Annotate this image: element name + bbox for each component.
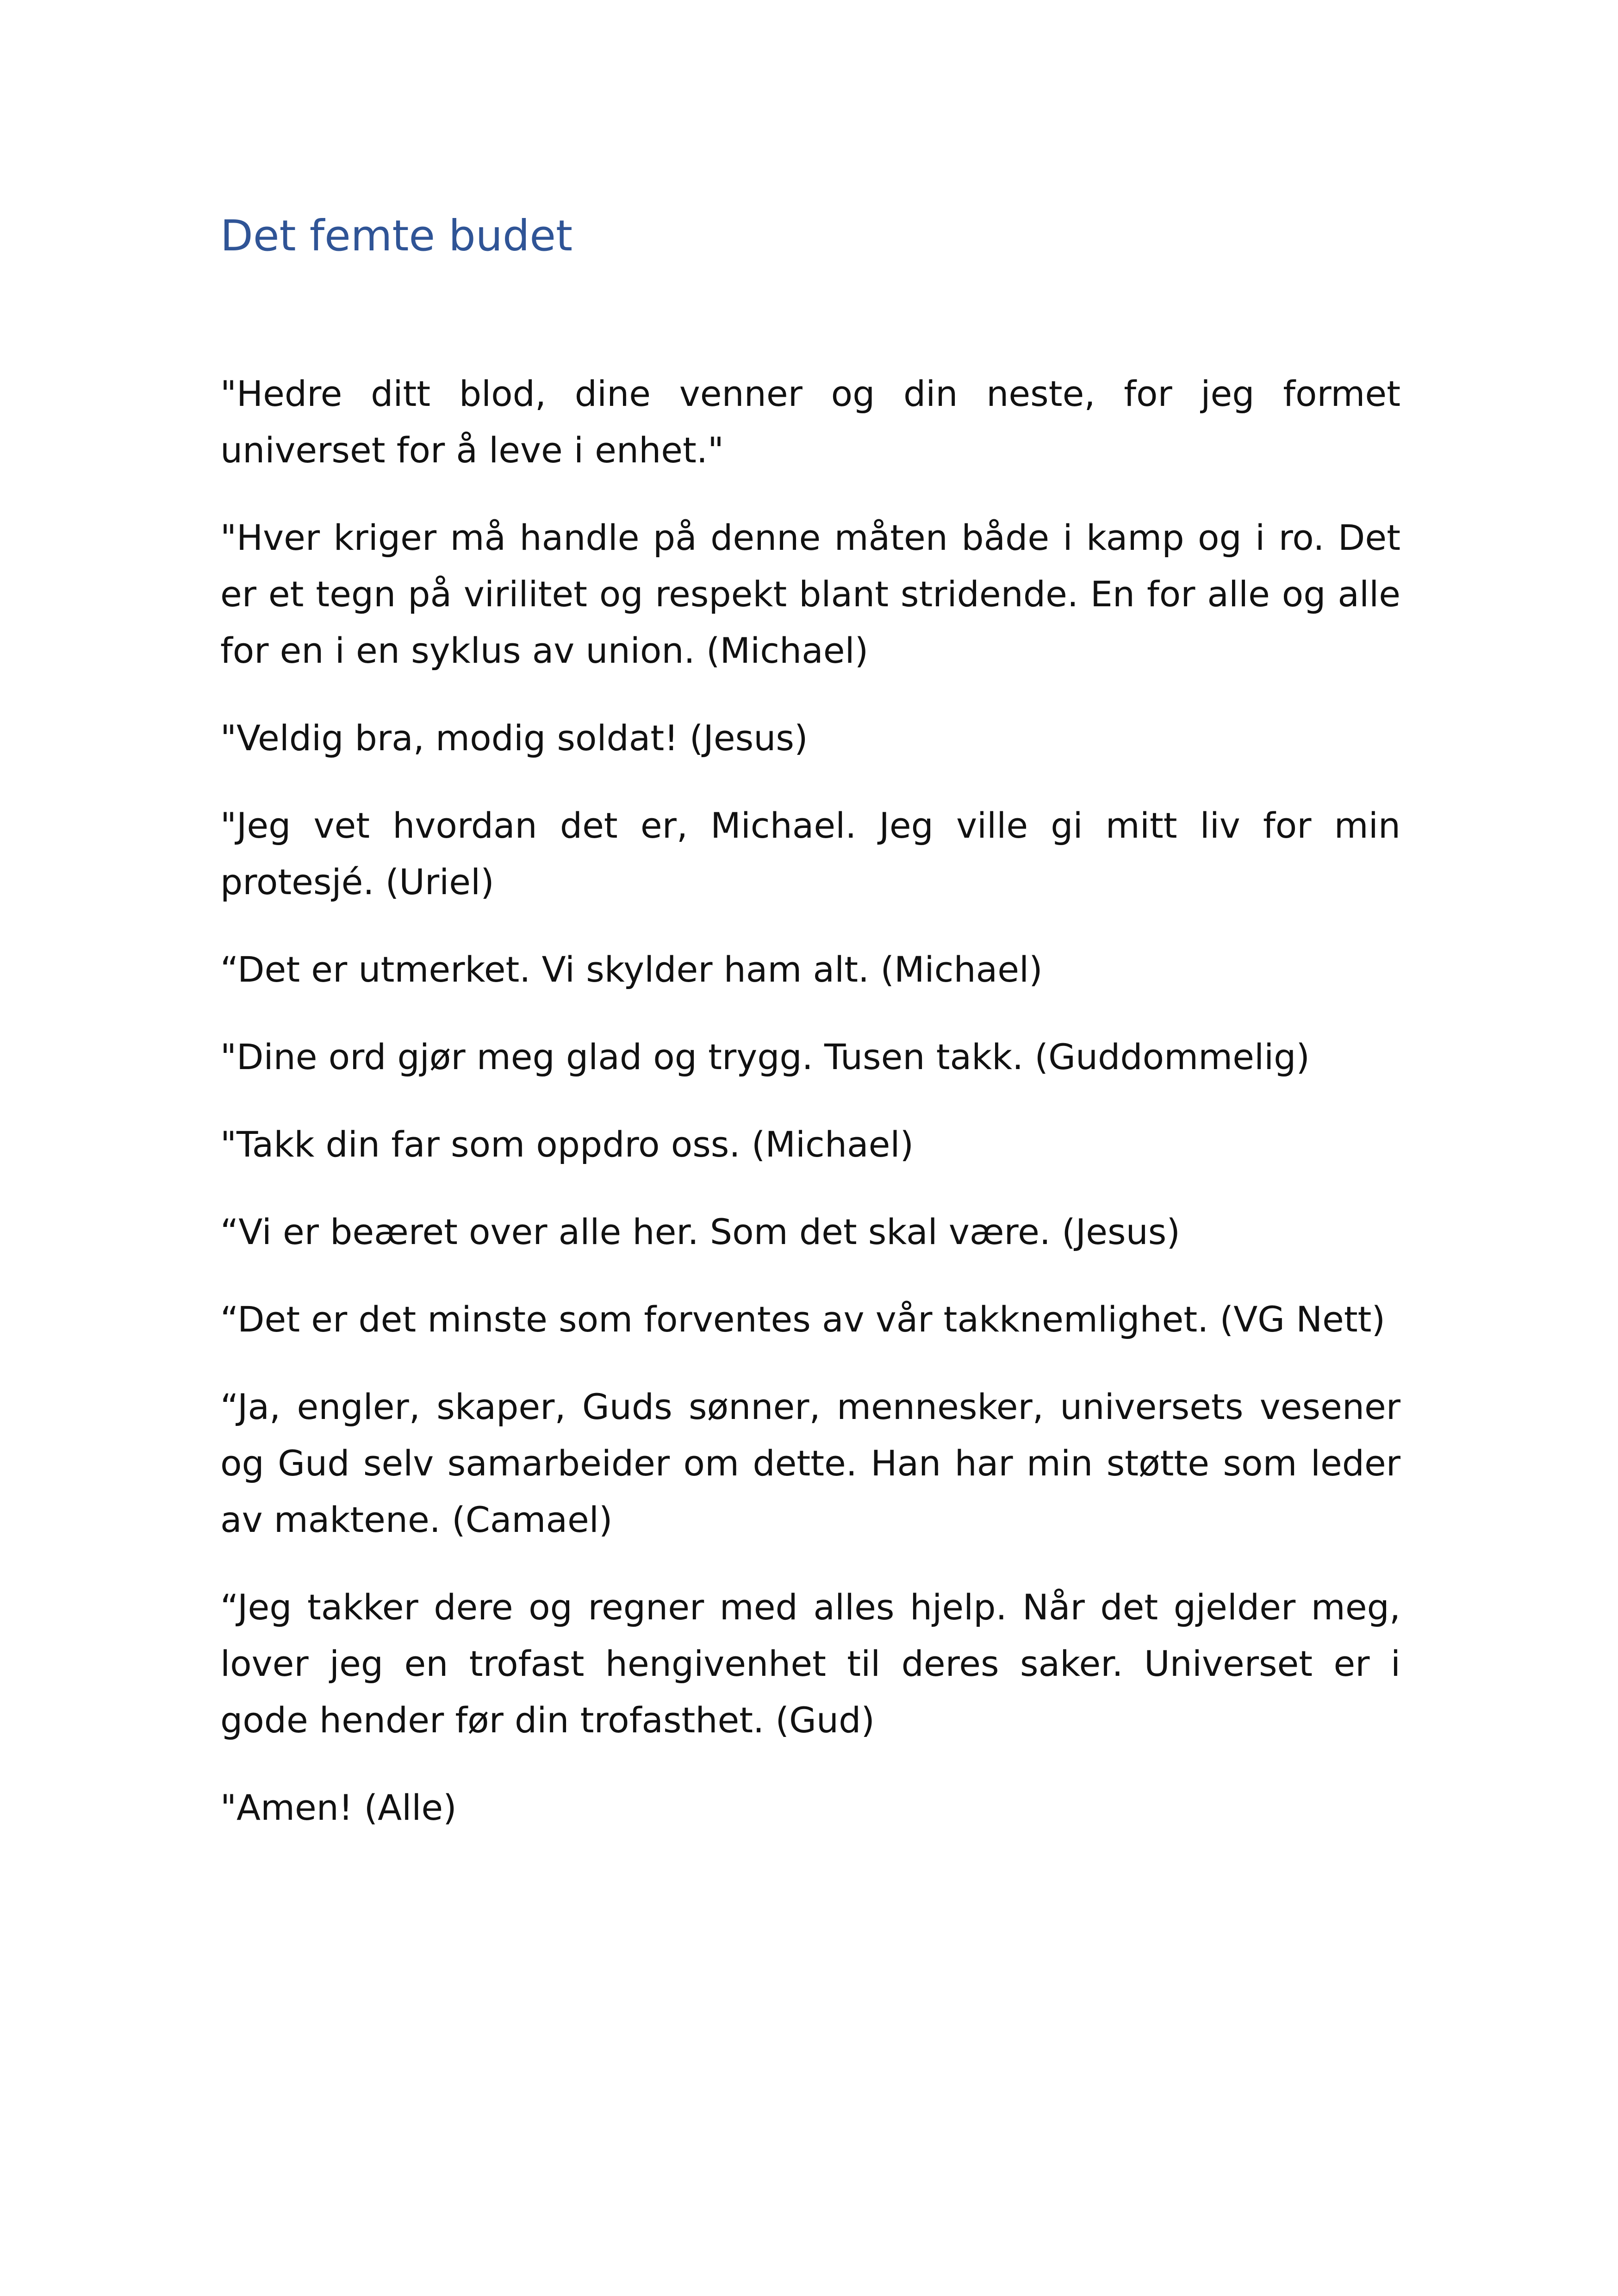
document-title: Det femte budet (220, 211, 573, 261)
paragraph: "Hedre ditt blod, dine venner og din neste, for jeg formet universet for å leve i enhet." (220, 373, 1400, 471)
paragraph: "Amen! (Alle) (220, 1787, 457, 1828)
paragraph: "Takk din far som oppdro oss. (Michael) (220, 1124, 914, 1165)
paragraph: “Vi er beæret over alle her. Som det skal være. (Jesus) (220, 1211, 1181, 1252)
paragraph: “Jeg takker dere og regner med alles hjelp. Når det gjelder meg, lover jeg en trofast hengivenhet til deres saker. Universet er i gode hender før din trofasthet. (Gud) (220, 1587, 1400, 1741)
paragraph: "Dine ord gjør meg glad og trygg. Tusen takk. (Guddommelig) (220, 1036, 1310, 1077)
paragraph: “Det er det minste som forventes av vår takknemlighet. (VG Nett) (220, 1299, 1386, 1340)
paragraph: "Hver kriger må handle på denne måten både i kamp og i ro. Det er et tegn på virilitet og respekt blant stridende. En for alle og alle for en i en syklus av union. (Michael) (220, 517, 1400, 671)
paragraph: “Det er utmerket. Vi skylder ham alt. (Michael) (220, 949, 1043, 990)
document-body (220, 366, 1400, 1867)
paragraph: "Jeg vet hvordan det er, Michael. Jeg ville gi mitt liv for min protesjé. (Uriel) (220, 805, 1400, 902)
paragraph: “Ja, engler, skaper, Guds sønner, mennesker, universets vesener og Gud selv samarbeider om dette. Han har min støtte som leder av maktene. (Camael) (220, 1386, 1400, 1540)
paragraph: "Veldig bra, modig soldat! (Jesus) (220, 717, 808, 759)
